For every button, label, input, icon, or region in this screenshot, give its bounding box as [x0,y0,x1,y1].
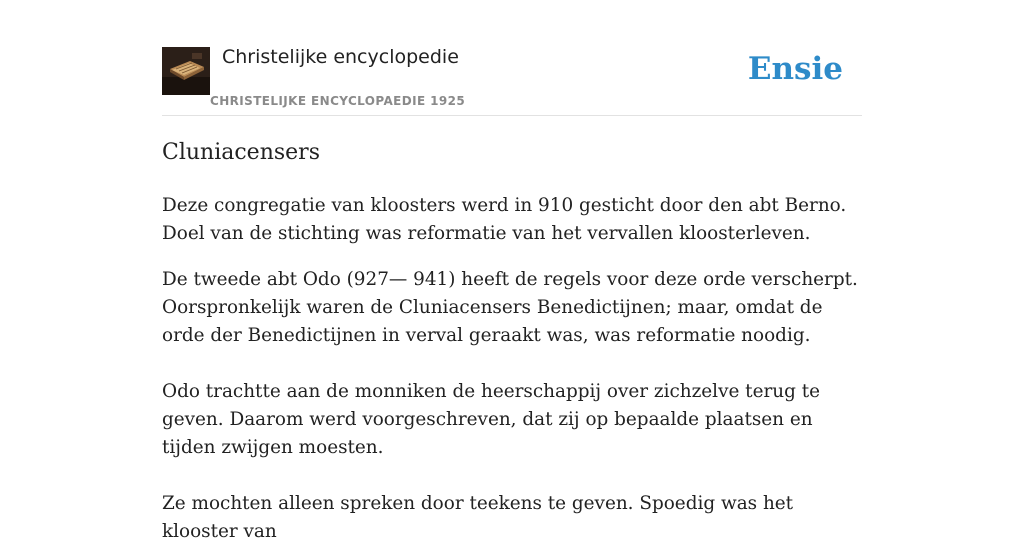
source-avatar[interactable] [162,47,210,95]
article-paragraph: Ze mochten alleen spreken door teekens te geven. Spoedig was het klooster van [162,493,794,542]
page-title: Cluniacensers [162,140,320,165]
article-body [162,192,862,546]
book-photo-icon [162,47,210,95]
source-subtitle: CHRISTELIJKE ENCYCLOPAEDIE 1925 [210,94,466,108]
source-title[interactable]: Christelijke encyclopedie [222,46,459,68]
article-paragraph: Odo trachtte aan de monniken de heerschappij over zichzelve terug te geven. Daarom werd voorgeschreven, dat zij op bepaalde plaatsen en tijden zwijgen moesten. [162,381,820,458]
brand-logo[interactable]: Ensie [747,51,843,87]
article-paragraph: Deze congregatie van kloosters werd in 910 gesticht door den abt Berno. Doel van de stichting was reformatie van het vervallen kloosterleven. [162,195,847,244]
header-divider [162,115,862,116]
source-header [162,46,862,116]
article-paragraph: De tweede abt Odo (927— 941) heeft de regels voor deze orde verscherpt. Oorspronkelijk waren de Cluniacensers Benedictijnen; maar, omdat de orde der Benedictijnen in verval geraakt was, was reformatie noodig. [162,269,858,346]
